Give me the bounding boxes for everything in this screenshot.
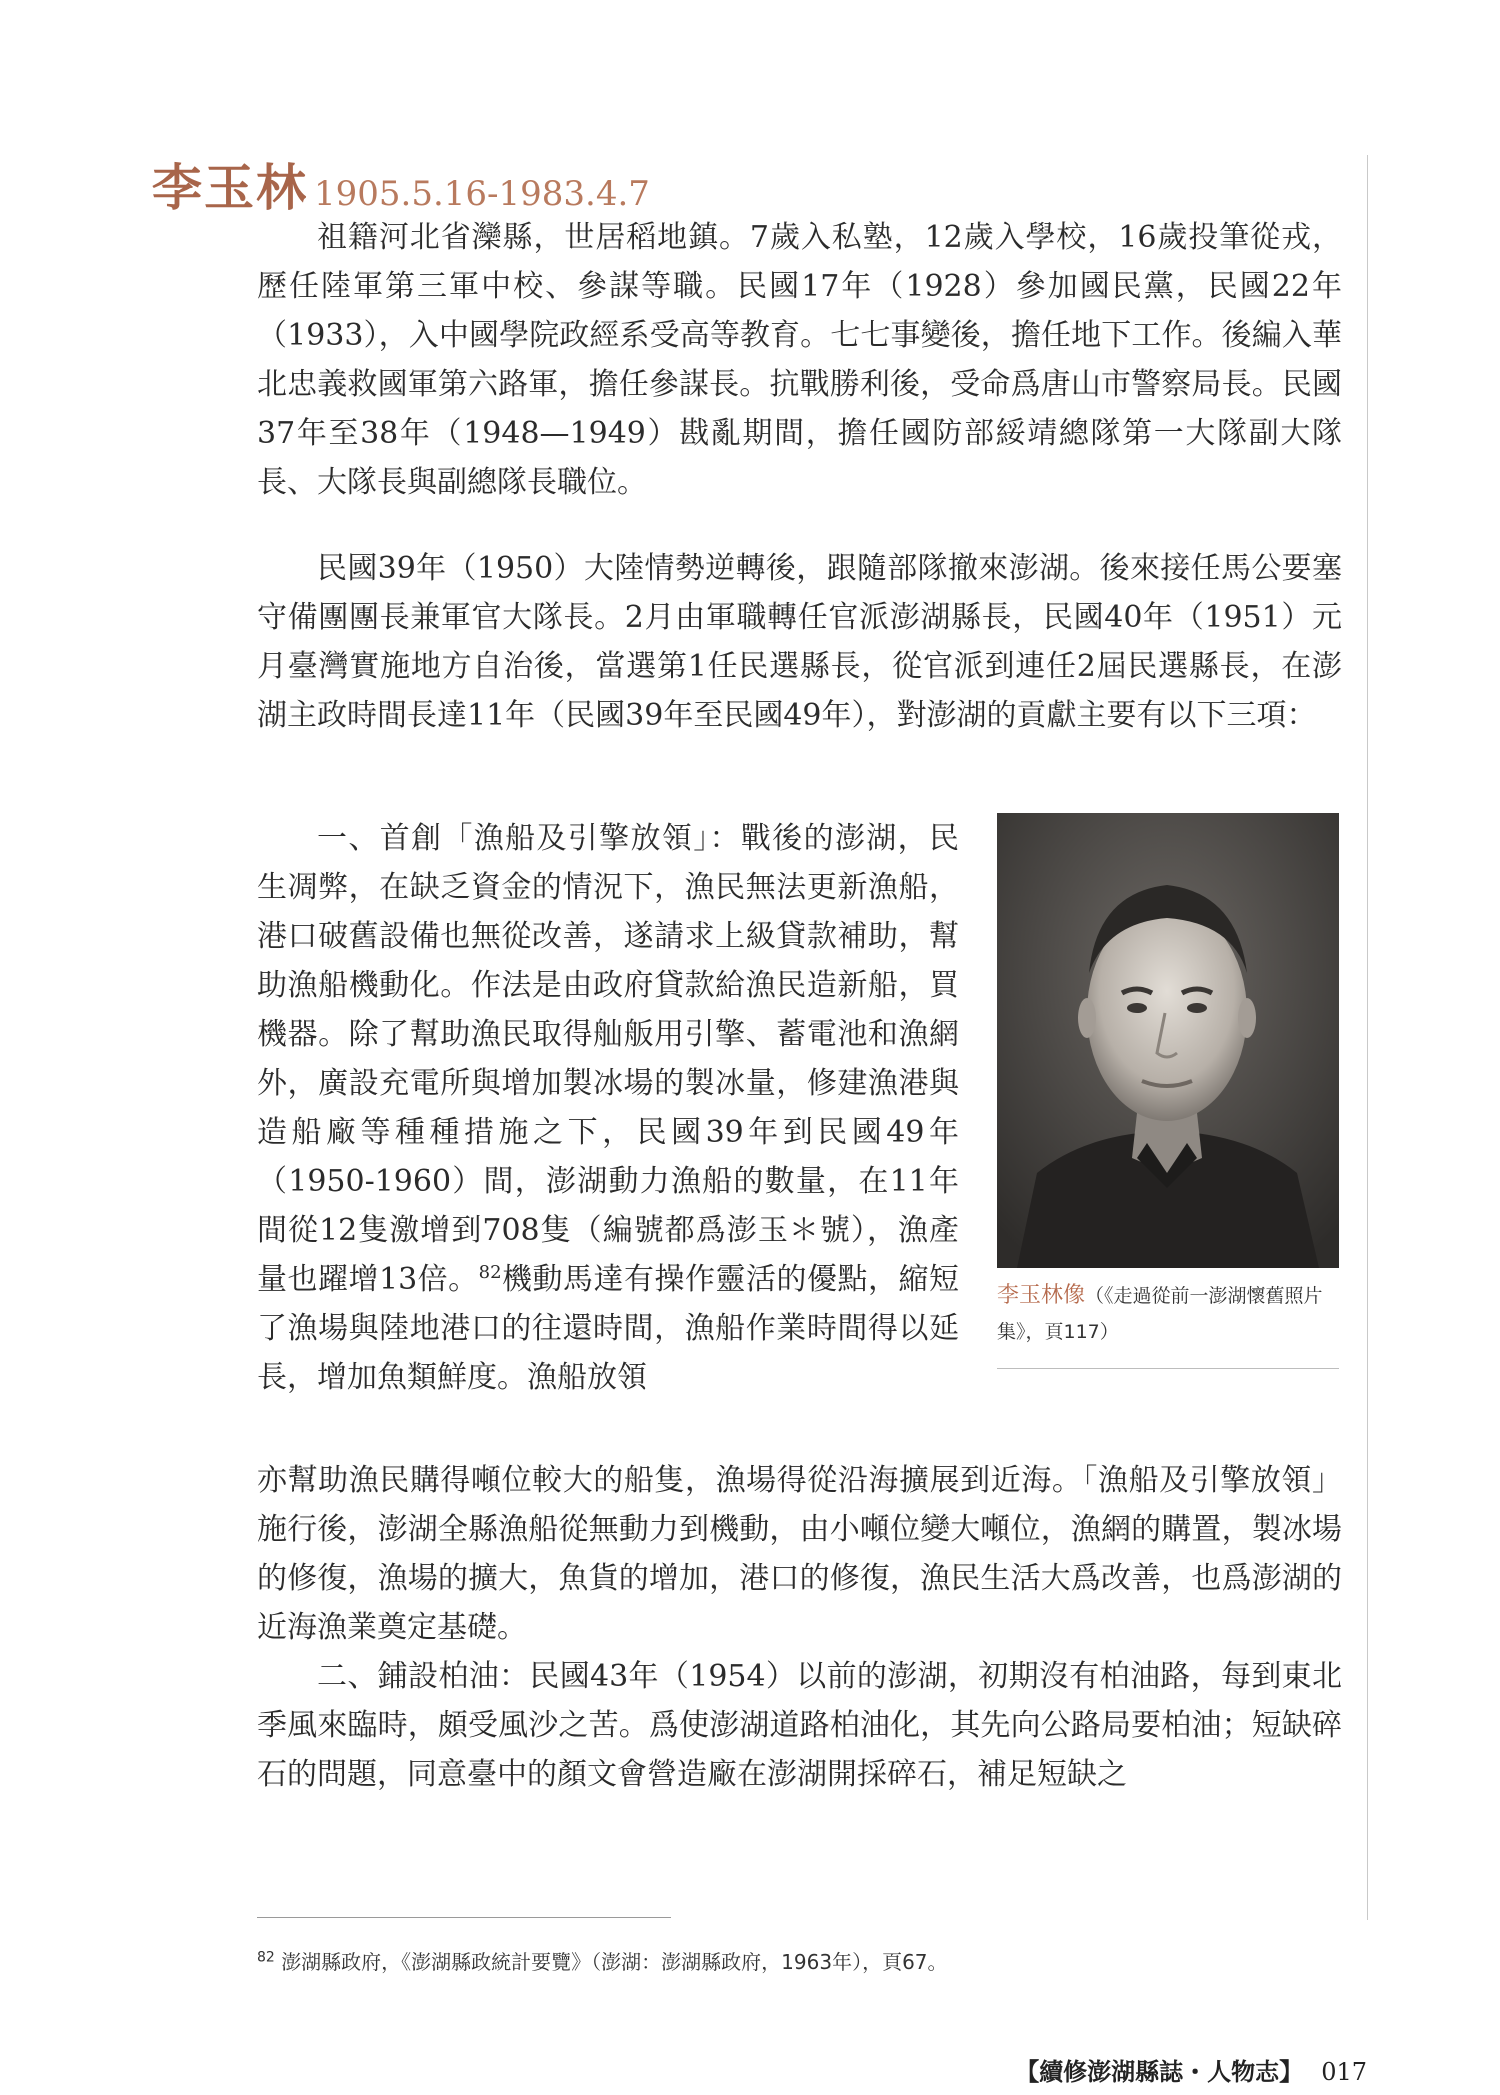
paragraph-1 [257,213,1342,507]
footnote-rule [257,1917,671,1918]
caption-title: 李玉林像 [997,1283,1086,1308]
paragraph-text: 祖籍河北省灤縣，世居稻地鎮。7歲入私塾，12歲入學校，16歲投筆從戎，歷任陸軍第三軍中校、參謀等職。民國17年（1928）參加國民黨，民國22年（1933），入中國學院政經系受高等教育。七七事變後，擔任地下工作。後編入華北忠義救國軍第六路軍，擔任參謀長。抗戰勝利後，受命爲唐山市警察局長。民國37年至38年（1948—1949）戡亂期間，擔任國防部綏靖總隊第一大隊副大隊長、大隊長與副總隊長職位。 [257,220,1342,500]
caption-source: （《走過從前一澎湖懷舊照片集》，頁117） [997,1285,1323,1343]
page-number: 017 [1321,2058,1367,2086]
caption-rule [997,1368,1339,1369]
paragraph-text [257,814,959,1402]
paragraph-4: 二、鋪設柏油：民國43年（1954）以前的澎湖，初期沒有柏油路，每到東北季風來臨時，頗受風沙之苦。爲使澎湖道路柏油化，其先向公路局要柏油；短缺碎石的問題，同意臺中的顏文會營造廠在澎湖開採碎石，補足短缺之 [257,1659,1342,1792]
portrait-photo [997,813,1339,1268]
footnote-text: 澎湖縣政府，《澎湖縣政統計要覽》（澎湖：澎湖縣政府，1963年），頁67。 [281,1950,948,1974]
paragraph-3-continued [257,1456,1342,1799]
footnote [257,1946,948,1975]
entry-heading [152,148,650,220]
photo-caption [997,1278,1339,1350]
page-vertical-rule [1367,155,1368,1920]
footnote-ref: 82 [478,1262,502,1283]
paragraph-text: 亦幫助漁民購得噸位較大的船隻，漁場得從沿海擴展到近海。「漁船及引擎放領」施行後，澎湖全縣漁船從無動力到機動，由小噸位變大噸位，漁網的購置，製冰場的修復，漁場的擴大，魚貨的增加，港口的修復，漁民生活大爲改善，也爲澎湖的近海漁業奠定基礎。 [257,1463,1342,1645]
footnote-number: 82 [257,1949,275,1966]
paragraph-3-column [257,814,959,1402]
running-footer [1015,2052,1367,2087]
life-dates: 1905.5.16-1983.4.7 [314,174,650,214]
paragraph-3-part-b: 機動馬達有操作靈活的優點，縮短了漁場與陸地港口的往還時間，漁船作業時間得以延長，增加魚類鮮度。漁船放領 [257,1262,959,1395]
paragraph-text: 民國39年（1950）大陸情勢逆轉後，跟隨部隊撤來澎湖。後來接任馬公要塞守備團團長兼軍官大隊長。2月由軍職轉任官派澎湖縣長，民國40年（1951）元月臺灣實施地方自治後，當選第1任民選縣長，從官派到連任2屆民選縣長，在澎湖主政時間長達11年（民國39年至民國49年），對澎湖的貢獻主要有以下三項： [257,551,1342,733]
paragraph-2 [257,544,1342,740]
book-title: 【續修澎湖縣誌・人物志】 [1015,2057,1304,2086]
paragraph-3-part-a: 一、首創「漁船及引擎放領」：戰後的澎湖，民生凋弊，在缺乏資金的情況下，漁民無法更新漁船，港口破舊設備也無從改善，遂請求上級貸款補助，幫助漁船機動化。作法是由政府貸款給漁民造新船，買機器。除了幫助漁民取得舢舨用引擎、蓄電池和漁網外，廣設充電所與增加製冰場的製冰量，修建漁港與造船廠等種種措施之下，民國39年到民國49年（1950-1960）間，澎湖動力漁船的數量，在11年間從12隻激增到708隻（編號都爲澎玉＊號），漁產量也躍增13倍。 [257,821,959,1297]
portrait-image [997,813,1339,1268]
person-name: 李玉林 [152,158,308,217]
